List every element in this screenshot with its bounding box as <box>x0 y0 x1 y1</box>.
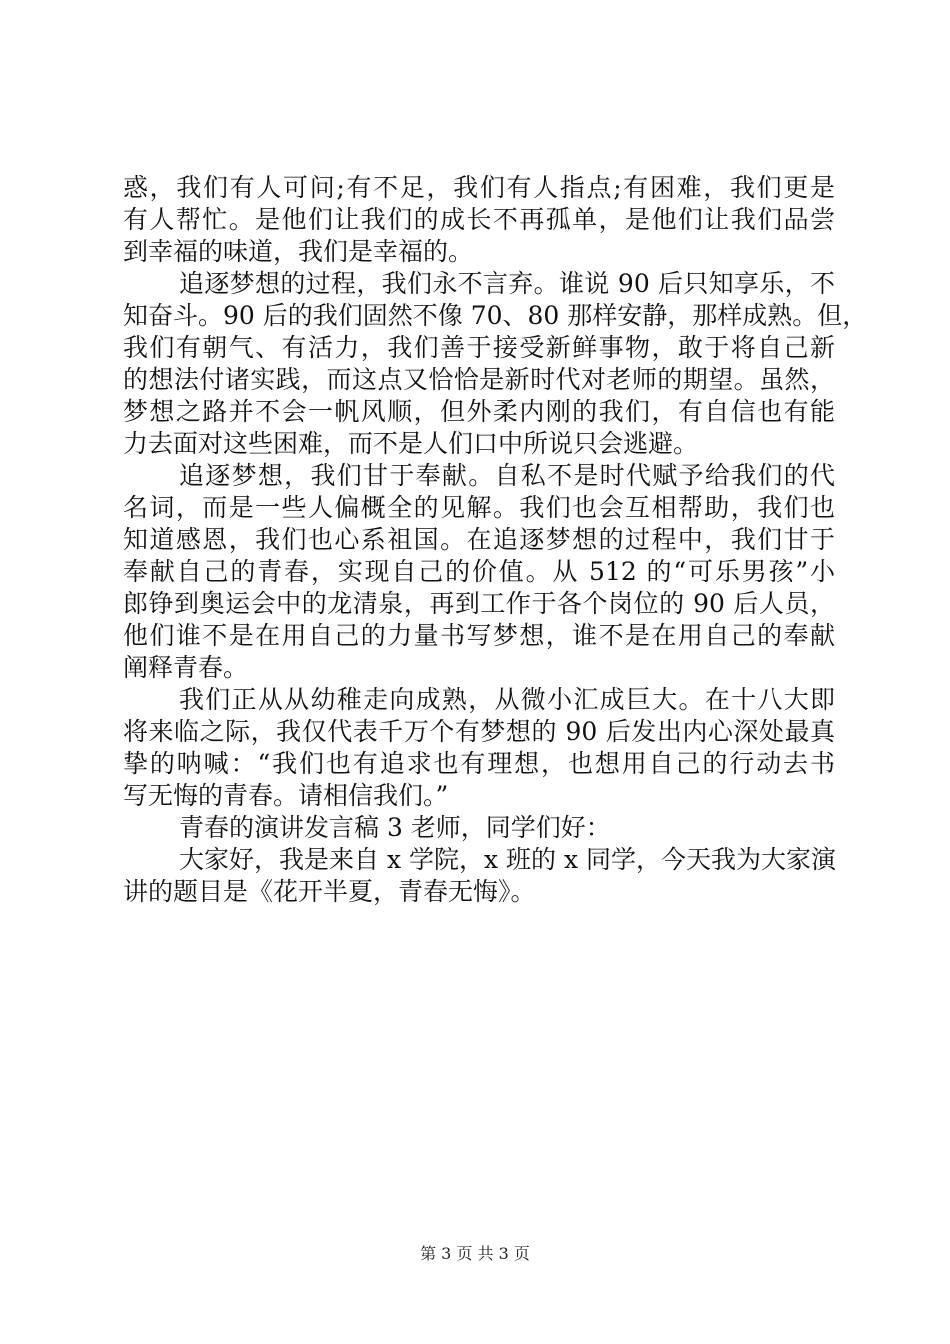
paragraph <box>123 844 835 908</box>
paragraph-line: 我们正从从幼稚走向成熟，从微小汇成巨大。在十八大即 <box>179 685 835 714</box>
paragraph <box>123 684 835 812</box>
paragraph-line: 讲的题目是《花开半夏，青春无悔》。 <box>123 877 536 906</box>
paragraph <box>123 172 835 268</box>
page-footer: 第 3 页 共 3 页 <box>420 1244 530 1263</box>
paragraph-line: 名词，而是一些人偏概全的见解。我们也会互相帮助，我们也 <box>123 493 835 522</box>
paragraph-line: 追逐梦想，我们甘于奉献。自私不是时代赋予给我们的代 <box>179 461 835 490</box>
paragraph-line: 郎铮到奥运会中的龙清泉，再到工作于各个岗位的 90 后人员， <box>123 589 835 618</box>
paragraph-line: 梦想之路并不会一帆风顺，但外柔内刚的我们，有自信也有能 <box>123 397 835 426</box>
paragraph-line: 惑，我们有人可问;有不足，我们有人指点;有困难，我们更是 <box>123 173 835 202</box>
paragraph-line: 挚的呐喊：“我们也有追求也有理想，也想用自己的行动去书 <box>123 749 835 778</box>
paragraph-line: 青春的演讲发言稿 3 老师，同学们好： <box>179 813 611 842</box>
paragraph-line: 有人帮忙。是他们让我们的成长不再孤单，是他们让我们品尝 <box>123 205 835 234</box>
paragraph <box>123 812 835 844</box>
paragraph-line: 阐释青春。 <box>123 653 249 682</box>
paragraph-line: 大家好，我是来自 x 学院，x 班的 x 同学，今天我为大家演 <box>179 845 837 874</box>
paragraph <box>123 268 868 460</box>
paragraph-line: 写无悔的青春。请相信我们。” <box>123 781 449 810</box>
paragraph-line: 我们有朝气、有活力，我们善于接受新鲜事物，敢于将自己新 <box>123 333 835 362</box>
document-body <box>123 172 868 908</box>
paragraph-line: 他们谁不是在用自己的力量书写梦想，谁不是在用自己的奉献 <box>123 621 835 650</box>
paragraph-line: 到幸福的味道，我们是幸福的。 <box>123 237 474 266</box>
paragraph-line: 的想法付诸实践，而这点又恰恰是新时代对老师的期望。虽然， <box>123 365 835 394</box>
paragraph-line: 知道感恩，我们也心系祖国。在追逐梦想的过程中，我们甘于 <box>123 525 835 554</box>
paragraph <box>123 460 835 684</box>
paragraph-line: 将来临之际，我仅代表千万个有梦想的 90 后发出内心深处最真 <box>123 717 835 746</box>
paragraph-line: 力去面对这些困难，而不是人们口中所说只会逃避。 <box>123 429 699 458</box>
paragraph-line: 知奋斗。90 后的我们固然不像 70、80 那样安静，那样成熟。但， <box>123 301 868 330</box>
paragraph-line: 追逐梦想的过程，我们永不言弃。谁说 90 后只知享乐，不 <box>179 269 835 298</box>
paragraph-line: 奉献自己的青春，实现自己的价值。从 512 的“可乐男孩”小 <box>123 557 835 586</box>
